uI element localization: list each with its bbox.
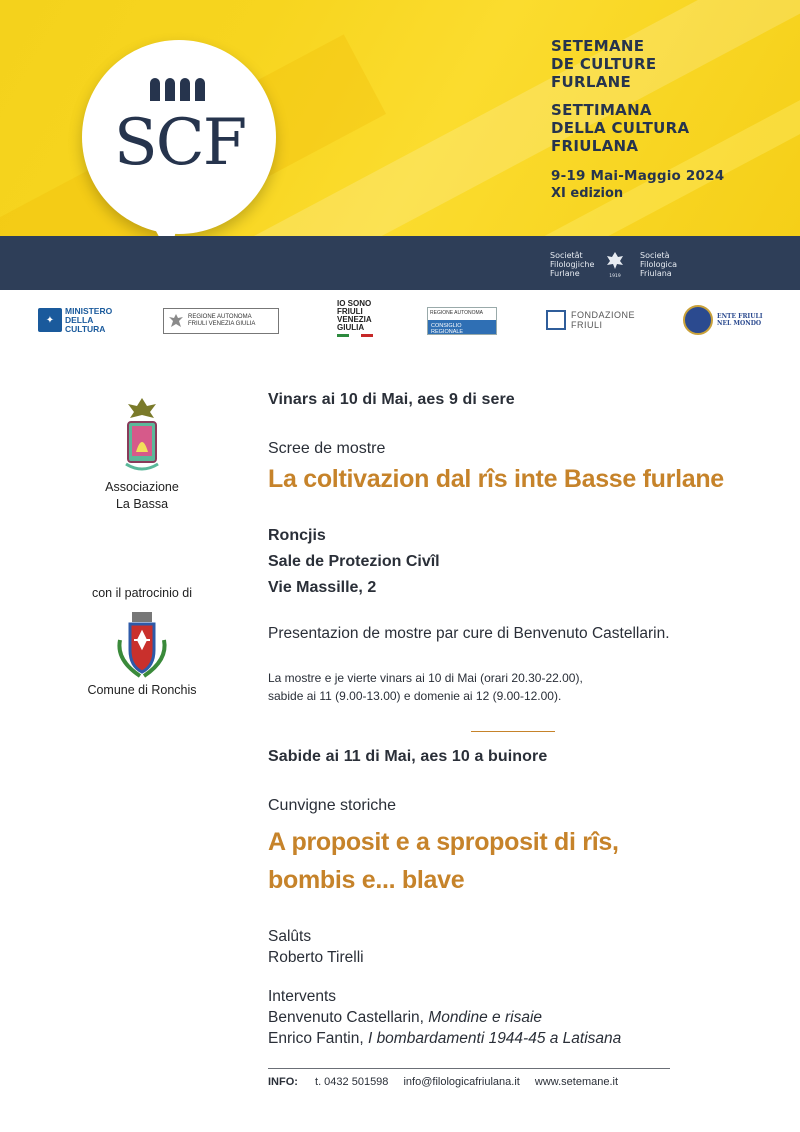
title-friulian bbox=[551, 37, 791, 91]
association-line: La Bassa bbox=[115, 497, 169, 511]
header-navy-band bbox=[0, 236, 800, 290]
sponsor-label bbox=[717, 313, 763, 327]
society-line: Filologjiche bbox=[550, 259, 595, 269]
society-year: 1919 bbox=[609, 274, 621, 278]
society-emblem-icon bbox=[604, 249, 626, 279]
sponsor-label bbox=[65, 307, 112, 334]
opening-line: La mostre e je vierte vinars ai 10 di Mai (orari 20.30-22.00), bbox=[268, 671, 583, 685]
festival-dates: 9-19 Mai-Maggio 2024 bbox=[551, 168, 725, 184]
event1-opening-hours bbox=[268, 669, 788, 705]
header-banner bbox=[0, 0, 800, 236]
intervention-item bbox=[268, 1028, 788, 1049]
regione-eagle-icon bbox=[168, 312, 184, 330]
event1-title: La coltivazion dal rîs inte Basse furlane bbox=[268, 465, 724, 493]
sponsor-line: FRIULI bbox=[337, 307, 363, 316]
sponsor-regione-fvg bbox=[163, 308, 279, 334]
sponsor-line: IO SONO bbox=[337, 299, 372, 308]
association-label bbox=[60, 479, 224, 513]
consiglio-regione-name: REGIONE AUTONOMA bbox=[430, 310, 483, 316]
event2-greetings bbox=[268, 926, 788, 968]
place-line: Vie Massille, 2 bbox=[268, 579, 377, 596]
event1-kind: Scree de mostre bbox=[268, 440, 386, 457]
title-italian bbox=[551, 101, 791, 155]
place-line: Roncjis bbox=[268, 527, 326, 544]
section-divider bbox=[471, 731, 555, 732]
greetings-label: Salûts bbox=[268, 928, 312, 945]
sponsor-line: CULTURA bbox=[65, 323, 106, 334]
sponsor-line: FONDAZIONE bbox=[571, 310, 636, 320]
association-coat-of-arms-icon bbox=[122, 396, 162, 476]
sponsor-line: FRIULI bbox=[571, 320, 603, 330]
sponsor-ente-friuli-nel-mondo bbox=[683, 300, 763, 340]
title-line: FRIULANA bbox=[551, 137, 639, 155]
info-label: INFO: bbox=[268, 1076, 298, 1088]
sponsor-ministero-cultura bbox=[38, 300, 112, 340]
society-name-friulian bbox=[550, 251, 600, 278]
title-line: DELLA CULTURA bbox=[551, 119, 690, 137]
title-line: FURLANE bbox=[551, 73, 632, 91]
event1-place bbox=[268, 523, 788, 601]
intervention-item bbox=[268, 1007, 788, 1028]
interventions-label: Intervents bbox=[268, 988, 337, 1005]
society-name-italian bbox=[630, 251, 680, 278]
event1-date: Vinars ai 10 di Mai, aes 9 di sere bbox=[268, 391, 515, 408]
opening-line: sabide ai 11 (9.00-13.00) e domenie ai 12 (9.00-12.00). bbox=[268, 689, 562, 703]
association-line: Associazione bbox=[105, 480, 179, 494]
sponsor-line: FRIULI VENEZIA GIULIA bbox=[188, 321, 256, 327]
consiglio-label: CONSIGLIO REGIONALE bbox=[428, 320, 496, 334]
sponsor-label bbox=[571, 310, 635, 330]
comune-label: Comune di Ronchis bbox=[87, 683, 197, 697]
patronage-label: con il patrocinio di bbox=[91, 586, 193, 600]
speaker-name: Benvenuto Castellarin, bbox=[268, 1009, 424, 1026]
society-line: Filologica bbox=[640, 259, 678, 269]
title-line: SETTIMANA bbox=[551, 101, 652, 119]
scf-logo-bubble-tail bbox=[148, 212, 184, 236]
society-line: Società bbox=[640, 250, 670, 260]
title-line: bombis e... blave bbox=[268, 866, 465, 894]
festival-edition: XI edizion bbox=[551, 186, 624, 201]
festival-title bbox=[551, 37, 791, 203]
sponsor-line: REGIONE AUTONOMA bbox=[188, 314, 252, 320]
phone-number: t. 0432 501598 bbox=[315, 1076, 389, 1088]
email-link[interactable]: info@filologicafriulana.it bbox=[403, 1076, 520, 1088]
event2-title bbox=[268, 823, 788, 899]
place-line: Sale de Protezion Civîl bbox=[268, 553, 440, 570]
sponsor-line: NEL MONDO bbox=[717, 320, 762, 327]
scf-logo-text: SCF bbox=[113, 106, 246, 180]
speaker-name: Enrico Fantin, bbox=[268, 1030, 364, 1047]
sponsor-line: MINISTERO bbox=[65, 305, 113, 316]
sponsor-io-sono-fvg bbox=[337, 300, 373, 340]
title-line: DE CULTURE bbox=[551, 55, 657, 73]
society-line: Furlane bbox=[550, 268, 580, 278]
sponsor-line: VENEZIA bbox=[337, 315, 372, 324]
sponsor-line: GIULIA bbox=[337, 323, 365, 332]
sponsor-fondazione-friuli bbox=[546, 300, 635, 340]
website-link[interactable]: www.setemane.it bbox=[534, 1076, 619, 1088]
globe-icon bbox=[683, 305, 713, 335]
talk-title: I bombardamenti 1944-45 a Latisana bbox=[367, 1030, 622, 1047]
title-line: SETEMANE bbox=[551, 37, 645, 55]
comune-coat-of-arms-icon bbox=[112, 610, 172, 680]
greetings-name: Roberto Tirelli bbox=[268, 949, 364, 966]
sponsor-label bbox=[188, 314, 255, 328]
sponsor-line: DELLA bbox=[65, 314, 94, 325]
footer-divider bbox=[268, 1068, 670, 1069]
event2-interventions bbox=[268, 986, 788, 1049]
footer-info bbox=[268, 1076, 618, 1088]
sponsor-label bbox=[337, 300, 372, 332]
event2-kind: Cunvigne storiche bbox=[268, 797, 397, 814]
italian-flag-icon bbox=[337, 334, 373, 337]
fondazione-icon bbox=[546, 310, 566, 330]
title-line: A proposit e a sproposit di rîs, bbox=[268, 828, 619, 856]
scf-arches-icon bbox=[148, 75, 210, 101]
society-line: Societât bbox=[550, 250, 583, 260]
talk-title: Mondine e risaie bbox=[428, 1009, 543, 1026]
societa-filologica-logo bbox=[550, 248, 680, 280]
sponsor-line: ENTE FRIULI bbox=[717, 313, 763, 320]
event2-date: Sabide ai 11 di Mai, aes 10 a buinore bbox=[268, 748, 548, 765]
society-line: Friulana bbox=[640, 268, 672, 278]
ministero-icon: ✦ bbox=[38, 308, 62, 332]
sponsor-consiglio-regionale bbox=[427, 307, 497, 335]
event1-presentation: Presentazion de mostre par cure di Benvenuto Castellarin. bbox=[268, 625, 670, 642]
